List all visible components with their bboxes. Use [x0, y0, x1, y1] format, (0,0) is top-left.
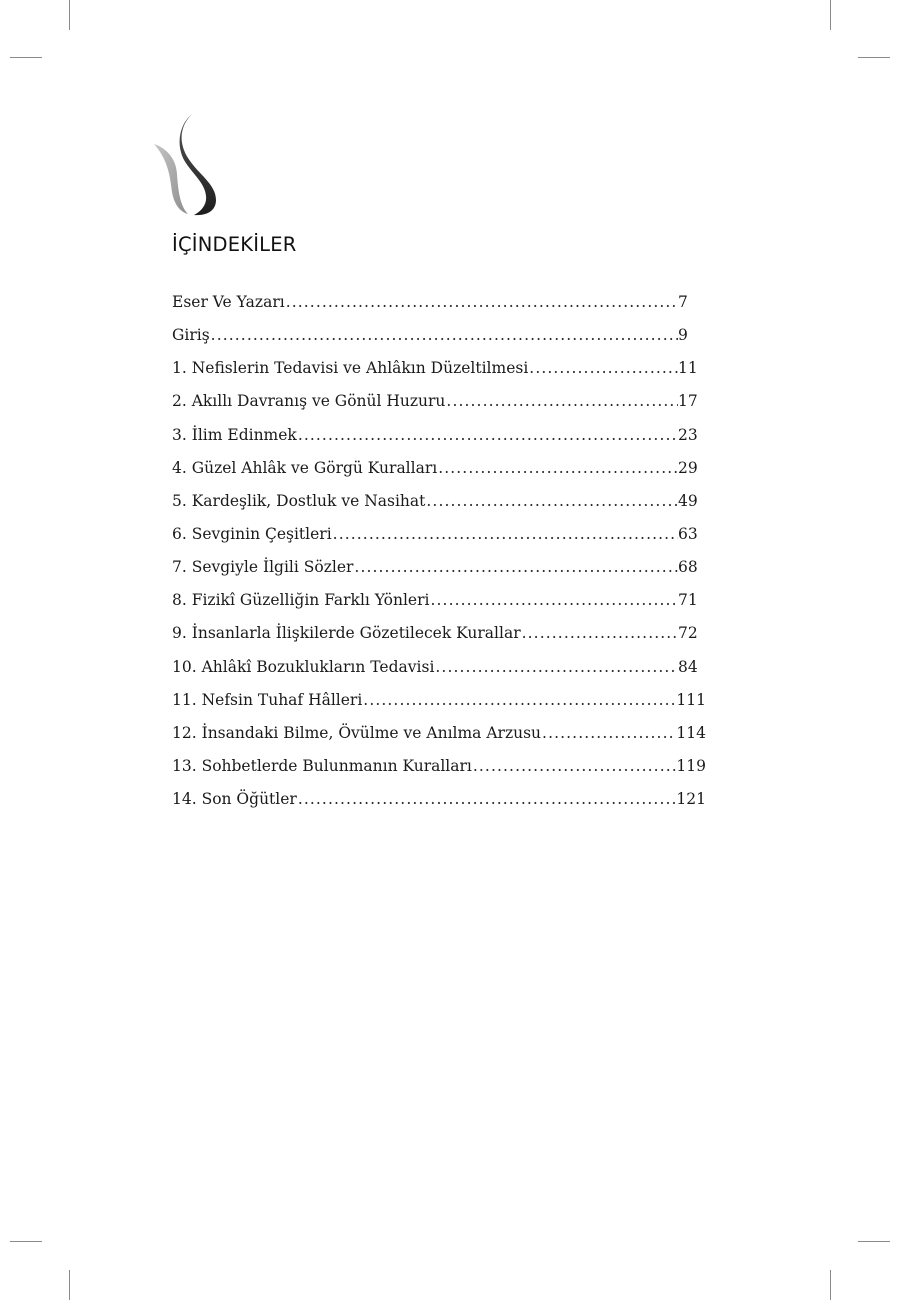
toc-entry-page: 84	[678, 657, 698, 676]
toc-entry[interactable]	[172, 554, 706, 587]
toc-entry-title: 14. Son Öğütler	[172, 790, 297, 809]
toc-entry-title: 3. İlim Edinmek	[172, 425, 297, 444]
dot-leader	[472, 753, 677, 780]
toc-entry-page: 114	[676, 723, 706, 742]
dot-leader	[285, 289, 678, 316]
dot-leader	[353, 554, 678, 581]
crop-mark-left-bottom	[10, 1241, 42, 1242]
crop-mark-left-top	[10, 57, 42, 58]
toc-entry-page: 17	[678, 392, 698, 411]
toc-entry-page: 23	[678, 425, 698, 444]
page-title: İÇİNDEKİLER	[172, 233, 297, 256]
toc-entry-title: 6. Sevginin Çeşitleri	[172, 524, 332, 543]
toc-entry[interactable]	[172, 786, 706, 819]
toc-entry[interactable]	[172, 322, 706, 355]
toc-entry-page: 68	[678, 558, 698, 577]
dot-leader	[541, 720, 676, 747]
toc-entry[interactable]	[172, 587, 706, 620]
crop-mark-top-left	[69, 0, 70, 30]
toc-entry-page: 63	[678, 524, 698, 543]
toc-entry[interactable]	[172, 521, 706, 554]
toc-entry-page: 7	[678, 293, 688, 311]
crop-mark-right-top	[858, 57, 890, 58]
toc-entry[interactable]	[172, 753, 706, 786]
toc-entry-page: 29	[678, 458, 698, 477]
dot-leader	[297, 786, 677, 813]
toc-entry-title: 7. Sevgiyle İlgili Sözler	[172, 558, 354, 577]
toc-entry-page: 49	[678, 491, 698, 510]
toc-entry-page: 121	[676, 790, 706, 809]
toc-entry-page: 72	[678, 624, 698, 643]
crop-mark-top-right	[830, 0, 831, 30]
toc-entry[interactable]	[172, 620, 706, 653]
dot-leader	[434, 654, 678, 681]
toc-entry-page: 119	[676, 756, 706, 775]
table-of-contents	[172, 289, 706, 819]
dot-leader	[528, 355, 678, 382]
toc-entry-title: 4. Güzel Ahlâk ve Görgü Kuralları	[172, 458, 438, 477]
toc-entry[interactable]	[172, 488, 706, 521]
dot-leader	[445, 388, 678, 415]
crop-mark-right-bottom	[858, 1241, 890, 1242]
toc-entry-page: 9	[678, 326, 688, 345]
toc-entry-title: 12. İnsandaki Bilme, Övülme ve Anılma Arzusu	[172, 723, 542, 742]
dot-leader	[521, 620, 678, 647]
dot-leader	[297, 422, 678, 449]
toc-entry[interactable]	[172, 654, 706, 687]
toc-entry-title: 13. Sohbetlerde Bulunmanın Kuralları	[172, 756, 472, 775]
toc-entry-title: 8. Fizikî Güzelliğin Farklı Yönleri	[172, 591, 430, 610]
toc-entry-title: 11. Nefsin Tuhaf Hâlleri	[172, 690, 363, 709]
toc-entry[interactable]	[172, 388, 706, 421]
toc-entry[interactable]	[172, 289, 706, 322]
dot-leader	[332, 521, 678, 548]
toc-entry-title: 1. Nefislerin Tedavisi ve Ahlâkın Düzeltilmesi	[172, 359, 529, 378]
toc-entry[interactable]	[172, 355, 706, 388]
dot-leader	[425, 488, 678, 515]
tulip-swash-ornament-icon	[150, 112, 222, 218]
toc-entry-title: 5. Kardeşlik, Dostluk ve Nasihat	[172, 491, 426, 510]
toc-entry-title: Eser Ve Yazarı	[172, 293, 285, 311]
toc-entry-title: 9. İnsanlarla İlişkilerde Gözetilecek Kurallar	[172, 624, 521, 643]
toc-entry-page: 111	[676, 690, 706, 709]
toc-entry-title: 2. Akıllı Davranış ve Gönül Huzuru	[172, 392, 446, 411]
toc-entry-title: Giriş	[172, 326, 210, 345]
dot-leader	[437, 455, 678, 482]
toc-entry[interactable]	[172, 687, 706, 720]
crop-mark-bottom-right	[830, 1270, 831, 1300]
toc-entry[interactable]	[172, 455, 706, 488]
toc-entry-page: 71	[678, 591, 698, 610]
dot-leader	[210, 322, 678, 349]
dot-leader	[429, 587, 678, 614]
toc-entry-title: 10. Ahlâkî Bozuklukların Tedavisi	[172, 657, 435, 676]
dot-leader	[362, 687, 676, 714]
toc-entry-page: 11	[678, 359, 698, 378]
crop-mark-bottom-left	[69, 1270, 70, 1300]
toc-entry[interactable]	[172, 422, 706, 455]
toc-entry[interactable]	[172, 720, 706, 753]
